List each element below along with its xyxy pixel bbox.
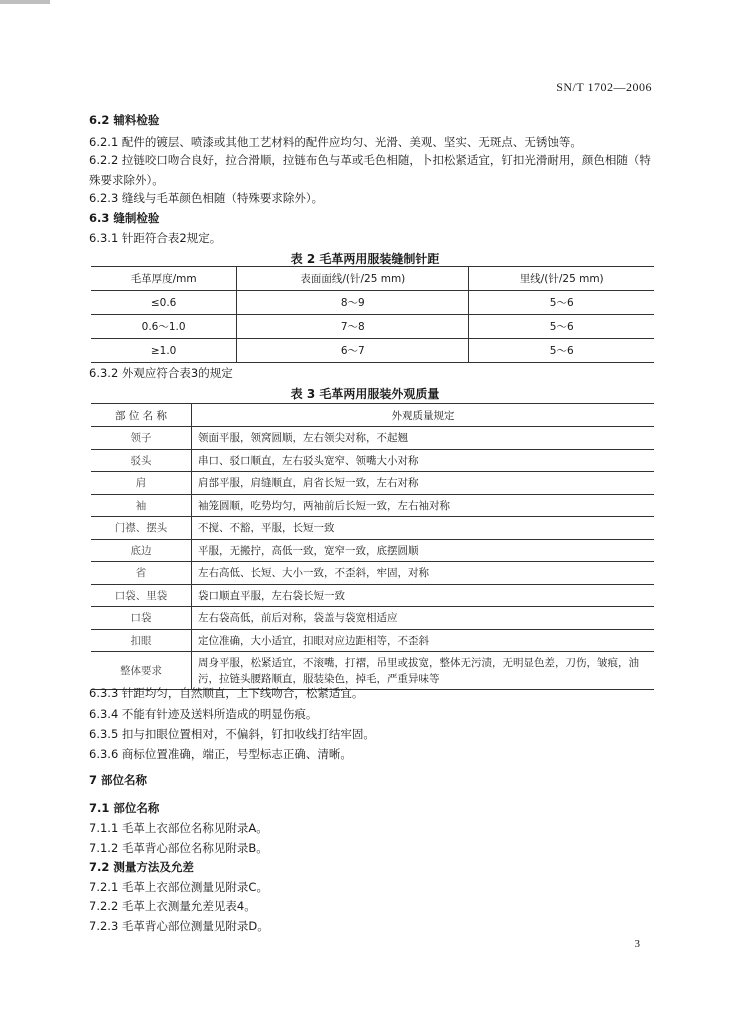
- table-row: [91, 449, 654, 472]
- clause-6-3-3: 6.3.3 针距均匀，自然顺直，上下线吻合，松紧适宜。: [89, 686, 364, 700]
- table-row: [91, 472, 654, 495]
- section-heading-7: 7 部位名称: [89, 773, 148, 787]
- table-cell: ≤0.6: [91, 291, 237, 315]
- clause-6-2-3: 6.2.3 缝线与毛革颜色相随（特殊要求除外）。: [89, 191, 324, 205]
- table-row: [91, 584, 654, 607]
- part-name: 口袋、里袋: [91, 584, 192, 607]
- table-row: [91, 427, 654, 450]
- quality-rule: 不搅、不豁，平服，长短一致: [192, 517, 655, 540]
- part-name: 门襟、摆头: [91, 517, 192, 540]
- table-cell: 0.6～1.0: [91, 315, 237, 339]
- quality-rule: 肩部平服，肩缝顺直，肩省长短一致，左右对称: [192, 472, 655, 495]
- table-row: [91, 539, 654, 562]
- table-row: [91, 629, 654, 652]
- part-name: 底边: [91, 539, 192, 562]
- clause-6-3-4: 6.3.4 不能有针迹及送料所造成的明显伤痕。: [89, 707, 318, 721]
- table-2-stitch-spacing: [91, 266, 654, 363]
- quality-rule: 领面平服，领窝圆顺，左右领尖对称，不起翘: [192, 427, 655, 450]
- scan-edge-mark: [0, 0, 50, 4]
- table-cell: 5～6: [469, 315, 654, 339]
- column-header: 里线/(针/25 mm): [469, 267, 654, 291]
- part-name: 肩: [91, 472, 192, 495]
- table-row: [91, 517, 654, 540]
- table-row: [91, 291, 654, 315]
- section-heading-7-2: 7.2 测量方法及允差: [89, 860, 194, 874]
- part-name: 领子: [91, 427, 192, 450]
- clause-7-1-2: 7.1.2 毛革背心部位名称见附录B。: [89, 841, 268, 855]
- clause-6-3-1: 6.3.1 针距符合表2规定。: [89, 231, 222, 245]
- clause-6-2-1: 6.2.1 配件的镀层、喷漆或其他工艺材料的配件应均匀、光滑、美观、坚实、无斑点、无锈蚀等。: [89, 135, 582, 149]
- clause-6-3-5: 6.3.5 扣与扣眼位置相对，不偏斜，钉扣收线打结牢固。: [89, 727, 375, 741]
- quality-rule: 左右高低、长短、大小一致，不歪斜，牢固，对称: [192, 562, 655, 585]
- table-row: [91, 339, 654, 363]
- clause-6-3-6: 6.3.6 商标位置准确，端正，号型标志正确、清晰。: [89, 747, 352, 761]
- quality-rule: 平服，无搬拧，高低一致，宽窄一致，底摆圆顺: [192, 539, 655, 562]
- quality-rule: 定位准确，大小适宜，扣眼对应边距相等，不歪斜: [192, 629, 655, 652]
- table-cell: 6～7: [237, 339, 469, 363]
- table-row: [91, 315, 654, 339]
- clause-7-2-1: 7.2.1 毛革上衣部位测量见附录C。: [89, 880, 268, 894]
- quality-rule: 周身平服，松紧适宜，不滚嘴，打褶，吊里或拔宽，整体无污渍，无明显色差，刀伤，皱痕，油污，拉链头腰路顺直，服装染色，掉毛，严重异味等: [192, 652, 655, 690]
- column-header: 外观质量规定: [192, 404, 655, 427]
- table-row: [91, 607, 654, 630]
- clause-7-1-1: 7.1.1 毛革上衣部位名称见附录A。: [89, 821, 268, 835]
- table-cell: 5～6: [469, 291, 654, 315]
- part-name: 省: [91, 562, 192, 585]
- column-header: 表面面线/(针/25 mm): [237, 267, 469, 291]
- clause-7-2-3: 7.2.3 毛革背心部位测量见附录D。: [89, 919, 269, 933]
- table-3-appearance-quality: [91, 403, 654, 690]
- table-3-title: 表 3 毛革两用服装外观质量: [290, 387, 440, 401]
- document-code: SN/T 1702—2006: [556, 80, 652, 94]
- table-header-row: [91, 267, 654, 291]
- table-cell: 8～9: [237, 291, 469, 315]
- table-cell: ≥1.0: [91, 339, 237, 363]
- table-header-row: [91, 404, 654, 427]
- clause-6-3-2: 6.3.2 外观应符合表3的规定: [89, 366, 233, 380]
- part-name: 袖: [91, 494, 192, 517]
- part-name: 驳头: [91, 449, 192, 472]
- section-heading-6-2: 6.2 辅料检验: [89, 113, 160, 127]
- part-name: 整体要求: [91, 652, 192, 690]
- table-2-title: 表 2 毛革两用服装缝制针距: [290, 252, 440, 266]
- table-row: [91, 494, 654, 517]
- clause-7-2-2: 7.2.2 毛革上衣测量允差见表4。: [89, 899, 256, 913]
- table-cell: 5～6: [469, 339, 654, 363]
- clause-6-2-2: 6.2.2 拉链咬口吻合良好，拉合滑顺，拉链布色与革或毛色相随，卜扣松紧适宜，钉扣光滑耐用，颜色相随（特殊要求除外）。: [89, 153, 651, 187]
- part-name: 口袋: [91, 607, 192, 630]
- quality-rule: 袖笼圆顺，吃势均匀，两袖前后长短一致，左右袖对称: [192, 494, 655, 517]
- column-header: 部 位 名 称: [91, 404, 192, 427]
- table-row: [91, 562, 654, 585]
- column-header: 毛革厚度/mm: [91, 267, 237, 291]
- part-name: 扣眼: [91, 629, 192, 652]
- section-heading-7-1: 7.1 部位名称: [89, 801, 160, 815]
- quality-rule: 左右袋高低，前后对称，袋盖与袋宽相适应: [192, 607, 655, 630]
- table-row: [91, 652, 654, 690]
- section-heading-6-3: 6.3 缝制检验: [89, 211, 160, 225]
- page-number: 3: [634, 938, 640, 950]
- quality-rule: 串口、驳口顺直，左右驳头宽窄、领嘴大小对称: [192, 449, 655, 472]
- table-cell: 7～8: [237, 315, 469, 339]
- quality-rule: 袋口顺直平服，左右袋长短一致: [192, 584, 655, 607]
